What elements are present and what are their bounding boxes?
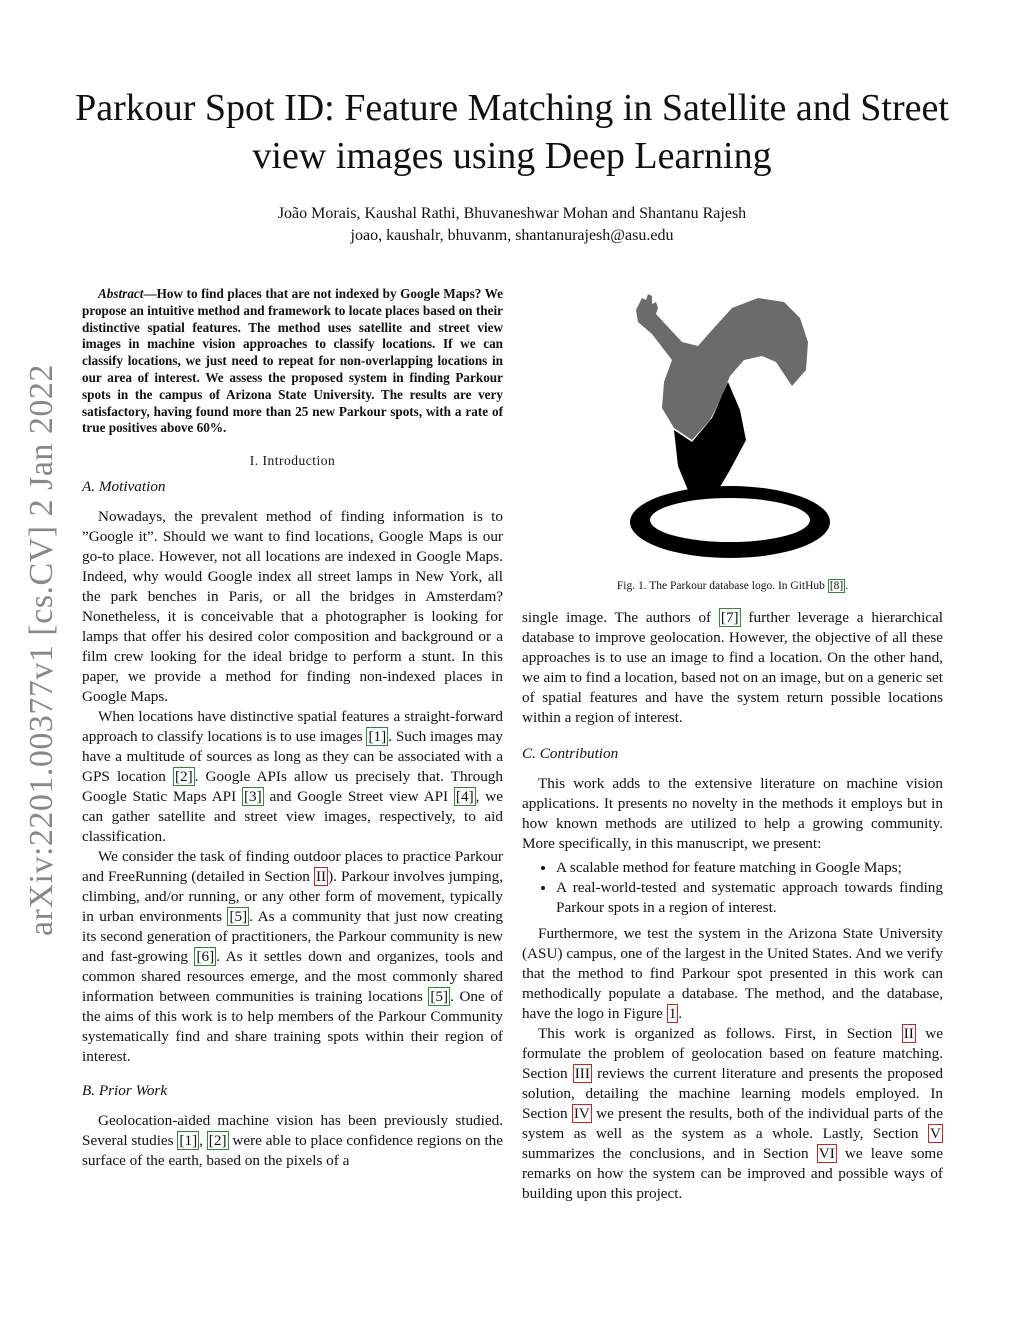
author-names: João Morais, Kaushal Rathi, Bhuvaneshwar Mohan and Shantanu Rajesh (277, 205, 747, 222)
contribution-paragraph-1: This work adds to the extensive literature on machine vision applications. It presents no novelty in the methods it employs but in how known methods are utilized to help a growing community. More specifically, in this manuscript, we present: (522, 775, 943, 852)
motivation-paragraph-2: When locations have distinctive spatial features a straight-forward approach to classify locations is to use images [1] . Such images may have a multitude of sources as long as they can be associated with a GPS location [2] . Google APIs allow us precisely that. Through Google Static Maps API [3] and Google Street view API [4] , we can gather satellite and street view images, respectively, to aid classification. (82, 708, 504, 846)
subsection-heading-contribution: C. Contribution (522, 745, 619, 762)
left-column (82, 286, 503, 1171)
author-block (40, 203, 984, 247)
parkour-logo-image (612, 290, 852, 570)
section-link[interactable]: II (903, 1025, 914, 1042)
abstract-label: Abstract (98, 286, 144, 301)
section-link[interactable]: V (930, 1125, 941, 1142)
citation-link[interactable]: [5] (229, 908, 248, 926)
citation-link[interactable]: [1] (179, 1132, 198, 1150)
arxiv-identifier: arXiv:2201.00377v1 [cs.CV] 2 Jan 2022 (23, 364, 60, 936)
subsection-heading-motivation: A. Motivation (82, 478, 166, 496)
author-emails: joao, kaushalr, bhuvanm, shantanurajesh@asu.edu (350, 227, 674, 244)
citation-link[interactable]: [6] (196, 948, 215, 966)
citation-link[interactable]: [2] (174, 768, 193, 786)
section-link[interactable]: III (574, 1065, 590, 1082)
citation-link[interactable]: [2] (208, 1132, 227, 1150)
prior-work-paragraph: Geolocation-aided machine vision has been previously studied. Several studies [1] , [2] were able to place confidence regions on the surface of the earth, based on the pixels of a (82, 1112, 503, 1170)
list-item: • A scalable method for feature matching in Google Maps; (556, 858, 943, 878)
figure-1 (522, 286, 943, 602)
citation-link[interactable]: [1] (368, 728, 387, 746)
right-column (522, 608, 943, 1204)
section-link[interactable]: VI (818, 1145, 835, 1162)
motivation-paragraph-1: Nowadays, the prevalent method of finding information is to ”Google it”. Should we want to find locations, Google Maps is our go-to place. However, not all locations are indexed in Google Maps. Indeed, why would Google index all street lamps in New York, all the park benches in Paris, or all the bridges in Amsterdam? Nonetheless, it is conceivable that a photographer is looking for lamps that offer his desired color composition and background or a film crew looking for the ideal bridge to perform a stunt. In this paper, we provide a method for finding non-indexed places in Google Maps. (82, 508, 503, 706)
arxiv-sidebar (14, 360, 70, 940)
citation-link[interactable]: [5] (430, 988, 449, 1006)
citation-link[interactable]: [4] (455, 788, 474, 806)
figure-link[interactable]: 1 (668, 1005, 677, 1022)
prior-work-continued: single image. The authors of [7] further leverage a hierarchical database to improve geolocation. However, the objective of all these approaches is to use an image to find a location. On the other hand, we aim to find a location, based not on an image, but on a generic set of spatial features and have the system return possible locations within a region of interest. (522, 609, 943, 726)
contribution-paragraph-3: This work is organized as follows. First, in Section II we formulate the problem of geolocation based on feature matching. Section III reviews the current literature and presents the proposed solution, detailing the machine learning models employed. In Section IV we present the results, both of the individual parts of the system as well as the system as a whole. Lastly, Section V summarizes the conclusions, and in Section VI we leave some remarks on how the system can be improved and possible ways of building upon this project. (522, 1025, 944, 1202)
motivation-paragraph-3: We consider the task of finding outdoor places to practice Parkour and FreeRunning (detailed in Section II ). Parkour involves jumping, climbing, and/or running, or any other form of movement, typically in urban environments [5] . As a community that just now creating its second generation of practitioners, the Parkour community is new and fast-growing [6] . As it settles down and organizes, tools and common shared resources emerge, and the most commonly shared information between communities is training locations [5] . One of the aims of this work is to help members of the Parkour Community systematically find and share training spots within their region of interest. (82, 848, 504, 1066)
subsection-heading-prior-work: B. Prior Work (82, 1082, 168, 1100)
section-link[interactable]: IV (573, 1105, 590, 1122)
paper-title: Parkour Spot ID: Feature Matching in Satellite and Street view images using Deep Learning (75, 87, 949, 177)
contribution-list (522, 858, 943, 918)
list-item: • A real-world-tested and systematic approach towards finding Parkour spots in a region of interest. (556, 878, 943, 918)
citation-link[interactable]: [7] (720, 609, 739, 626)
abstract (82, 286, 503, 437)
figure-caption: Fig. 1. The Parkour database logo. In GitHub [8] . (616, 580, 849, 592)
section-link[interactable]: II (315, 868, 327, 886)
contribution-paragraph-2: Furthermore, we test the system in the Arizona State University (ASU) campus, one of the largest in the United States. And we verify that the method to find Parkour spot presented in this work can methodically populate a database. The method, and the database, have the logo in Figure 1 . (522, 925, 943, 1022)
citation-link[interactable]: [3] (244, 788, 262, 806)
abstract-text: —How to find places that are not indexed by Google Maps? We propose an intuitive method and framework to locate places based on their distinctive spatial features. The method uses satellite and street view images in machine vision approaches to classify locations. If we can classify locations, we just need to repeat for non-overlapping locations in our area of interest. We assess the proposed system in finding Parkour spots in the campus of Arizona State University. The results are very satisfactory, having found more than 25 new Parkour spots, with a rate of true positives above 60%. (82, 286, 503, 436)
section-heading-introduction: I. Introduction (249, 453, 336, 469)
citation-link[interactable]: [8] (829, 580, 844, 592)
